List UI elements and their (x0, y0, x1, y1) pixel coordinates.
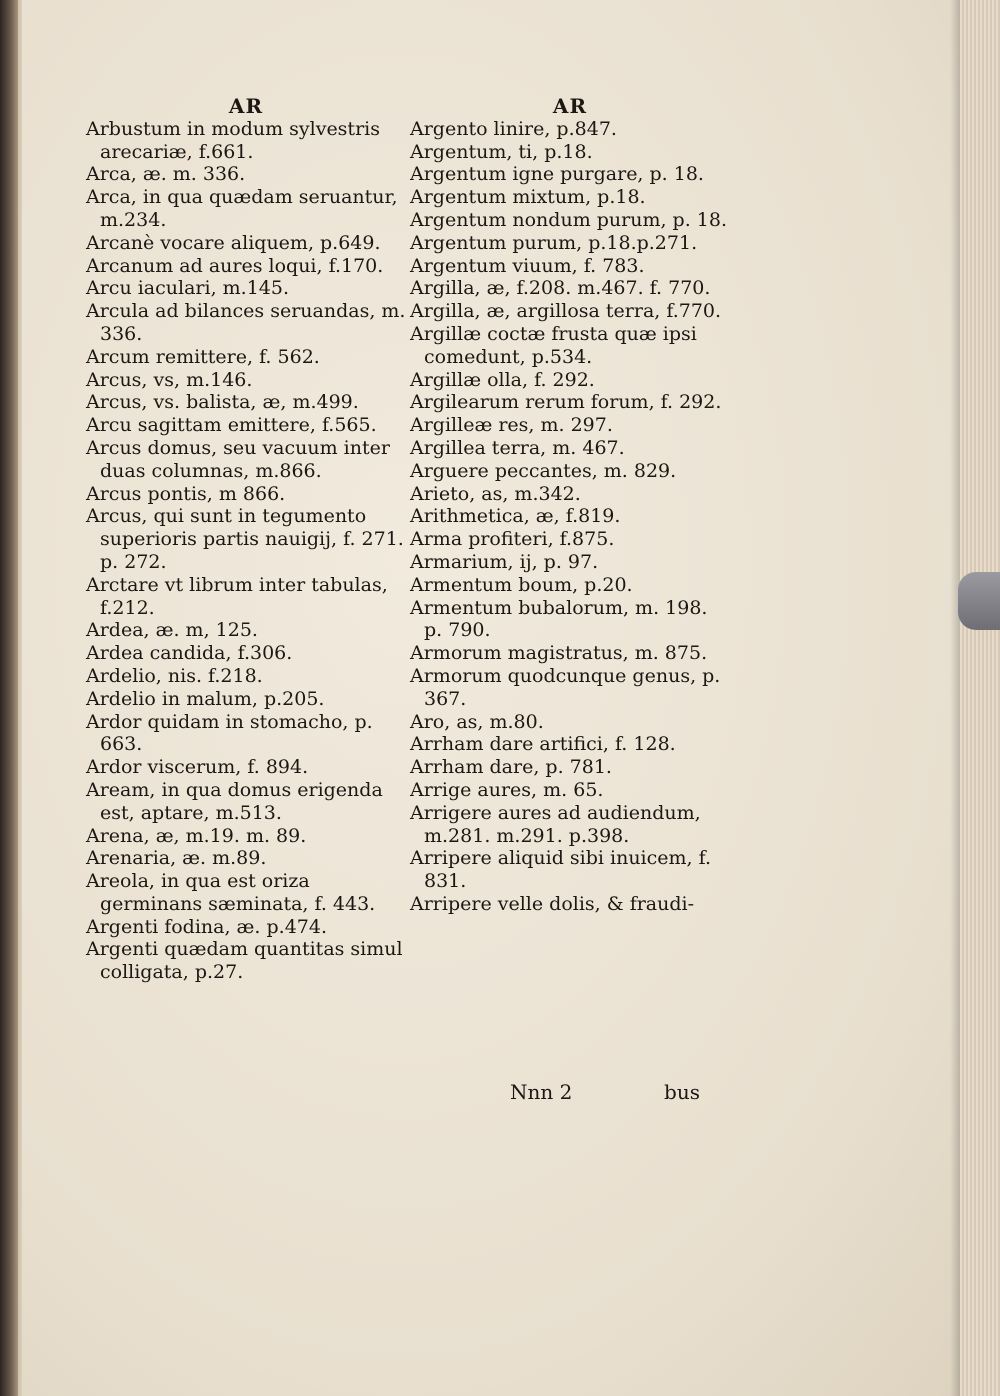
index-entry: Aream, in qua domus erigenda est, aptare, m.513. (86, 778, 383, 824)
index-entry: Ardelio, nis. f.218. (86, 664, 263, 687)
index-entry: Arcu iaculari, m.145. (86, 277, 290, 300)
index-entry: Arcus domus, seu vacuum inter duas columnas, m.866. (86, 436, 390, 482)
index-entry: Argilla, æ, f.208. m.467. f. 770. (410, 277, 711, 300)
index-entry: Armentum boum, p.20. (410, 573, 633, 596)
clasp-tab (958, 572, 1000, 630)
index-entry: Arrham dare, p. 781. (410, 756, 612, 779)
index-entry: Ardea, æ. m, 125. (86, 619, 258, 642)
index-entry: Argentum viuum, f. 783. (410, 254, 645, 277)
index-entry: Argentum igne purgare, p. 18. (410, 163, 704, 186)
index-entry: Arcus, vs. balista, æ, m.499. (86, 391, 359, 414)
catchword: bus (664, 1080, 700, 1104)
index-entry: Arctare vt librum inter tabulas, f.212. (86, 573, 388, 619)
index-entry: Arcanè vocare aliquem, p.649. (86, 231, 381, 254)
index-entry: Arcu sagittam emittere, f.565. (86, 414, 377, 437)
index-entry: Argenti quædam quantitas simul colligata, p.27. (86, 938, 403, 984)
index-entry: Arca, in qua quædam seruantur, m.234. (86, 186, 398, 231)
page-edges (960, 0, 1000, 1396)
fore-edge-shadow (950, 0, 960, 1396)
index-entry: Arithmetica, æ, f.819. (410, 505, 621, 528)
index-entry: Arma profiteri, f.875. (410, 528, 615, 551)
index-entry: Ardor quidam in stomacho, p. 663. (86, 710, 373, 756)
index-entry: Argillea terra, m. 467. (410, 436, 625, 459)
index-entry: Arcum remittere, f. 562. (86, 345, 320, 368)
index-entry: Arcus, vs, m.146. (86, 368, 253, 391)
index-entry: Aro, as, m.80. (410, 710, 544, 733)
index-entry: Arieto, as, m.342. (410, 482, 581, 505)
index-entry: Argentum nondum purum, p. 18. (410, 208, 728, 231)
index-entry: Ardelio in malum, p.205. (86, 687, 325, 710)
index-entry: Argento linire, p.847. (410, 117, 617, 140)
index-entry: Arcus, qui sunt in tegumento superioris partis nauigij, f. 271. p. 272. (86, 505, 404, 573)
index-entry: Arripere aliquid sibi inuicem, f. 831. (410, 847, 712, 893)
signature-mark: Nnn 2 (510, 1080, 573, 1104)
binding-gutter (0, 0, 18, 1396)
index-entry: Arrige aures, m. 65. (410, 778, 604, 801)
left-column-header: AR (228, 94, 264, 118)
index-entry: Arena, æ, m.19. m. 89. (86, 824, 307, 847)
left-column (86, 95, 406, 984)
index-entry: Argillæ coctæ frusta quæ ipsi comedunt, p.534. (410, 322, 697, 368)
index-entry: Argilleæ res, m. 297. (410, 414, 613, 437)
index-entry: Arcanum ad aures loqui, f.170. (86, 254, 384, 277)
left-entry-list (86, 118, 406, 984)
index-entry: Arcula ad bilances seruandas, m. 336. (86, 300, 406, 345)
index-entry: Arguere peccantes, m. 829. (410, 459, 677, 482)
index-entry: Areola, in qua est oriza germinans sæminata, f. 443. (86, 870, 376, 915)
index-entry: Argenti fodina, æ. p.474. (86, 915, 327, 938)
index-entry: Argentum purum, p.18.p.271. (410, 231, 698, 254)
index-entry: Argilla, æ, argillosa terra, f.770. (410, 300, 722, 323)
index-entry: Argillæ olla, f. 292. (410, 368, 595, 391)
index-entry: Argentum mixtum, p.18. (410, 186, 646, 209)
index-entry: Arenaria, æ. m.89. (86, 847, 267, 870)
index-entry: Armarium, ij, p. 97. (410, 550, 599, 573)
index-entry: Arripere velle dolis, & fraudi- (410, 892, 695, 915)
index-entry: Armorum magistratus, m. 875. (410, 642, 708, 665)
index-entry: Argentum, ti, p.18. (410, 140, 593, 163)
index-entry: Argilearum rerum forum, f. 292. (410, 391, 722, 414)
index-entry: Arrigere aures ad audiendum, m.281. m.291. p.398. (410, 801, 701, 847)
index-entry: Armentum bubalorum, m. 198. p. 790. (410, 596, 708, 642)
right-column-header: AR (552, 94, 588, 118)
index-entry: Arbustum in modum sylvestris arecariæ, f.661. (86, 117, 380, 163)
index-entry: Ardea candida, f.306. (86, 642, 293, 665)
right-entry-list (410, 118, 730, 916)
index-entry: Arcus pontis, m 866. (86, 482, 286, 505)
index-entry: Arca, æ. m. 336. (86, 163, 246, 186)
index-entry: Arrham dare artifici, f. 128. (410, 733, 676, 756)
index-entry: Ardor viscerum, f. 894. (86, 756, 309, 779)
right-column (410, 95, 730, 916)
index-entry: Armorum quodcunque genus, p. 367. (410, 664, 721, 710)
